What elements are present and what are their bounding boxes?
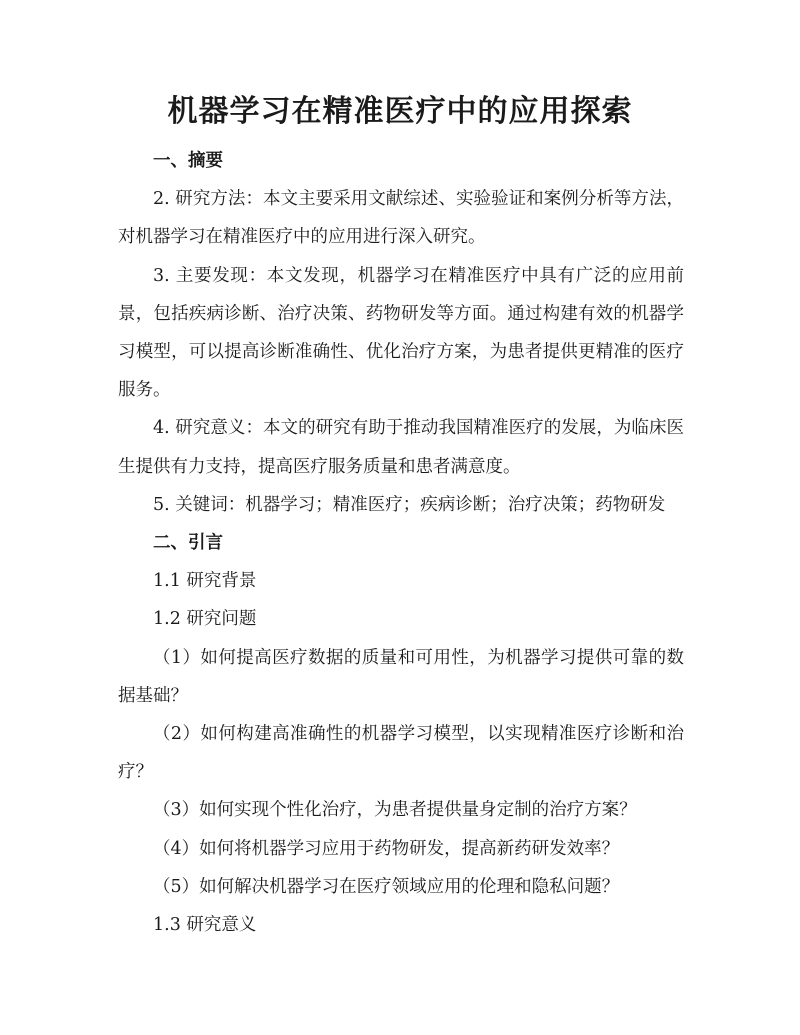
abstract-item-significance: 4. 研究意义：本文的研究有助于推动我国精准医疗的发展，为临床医生提供有力支持，提高医疗服务质量和患者满意度。 (118, 418, 684, 477)
question-item: （5）如何解决机器学习在医疗领域应用的伦理和隐私问题？ (153, 876, 620, 897)
section-significance: 1.3 研究意义 (153, 915, 257, 936)
question-item: （1）如何提高医疗数据的质量和可用性，为机器学习提供可靠的数据基础？ (118, 647, 684, 706)
question-item: （3）如何实现个性化治疗，为患者提供量身定制的治疗方案？ (153, 800, 637, 821)
abstract-item-findings: 3. 主要发现：本文发现，机器学习在精准医疗中具有广泛的应用前景，包括疾病诊断、治疗决策、药物研发等方面。通过构建有效的机器学习模型，可以提高诊断准确性、优化治疗方案，为患者提供更精准的医疗服务。 (118, 265, 684, 401)
document-title: 机器学习在精准医疗中的应用探索 (167, 94, 633, 129)
section-problems: 1.2 研究问题 (153, 609, 257, 630)
abstract-heading: 一、摘要 (153, 151, 223, 171)
intro-heading: 二、引言 (153, 533, 223, 554)
question-item: （4）如何将机器学习应用于药物研发，提高新药研发效率？ (153, 838, 620, 859)
question-item: （2）如何构建高准确性的机器学习模型，以实现精准医疗诊断和治疗？ (118, 724, 684, 783)
abstract-item-keywords: 5. 关键词：机器学习；精准医疗；疾病诊断；治疗决策；药物研发 (153, 494, 666, 515)
abstract-item-methods: 2. 研究方法：本文主要采用文献综述、实验验证和案例分析等方法，对机器学习在精准医疗中的应用进行深入研究。 (118, 189, 684, 248)
section-background: 1.1 研究背景 (153, 571, 257, 592)
document-body (118, 142, 684, 944)
